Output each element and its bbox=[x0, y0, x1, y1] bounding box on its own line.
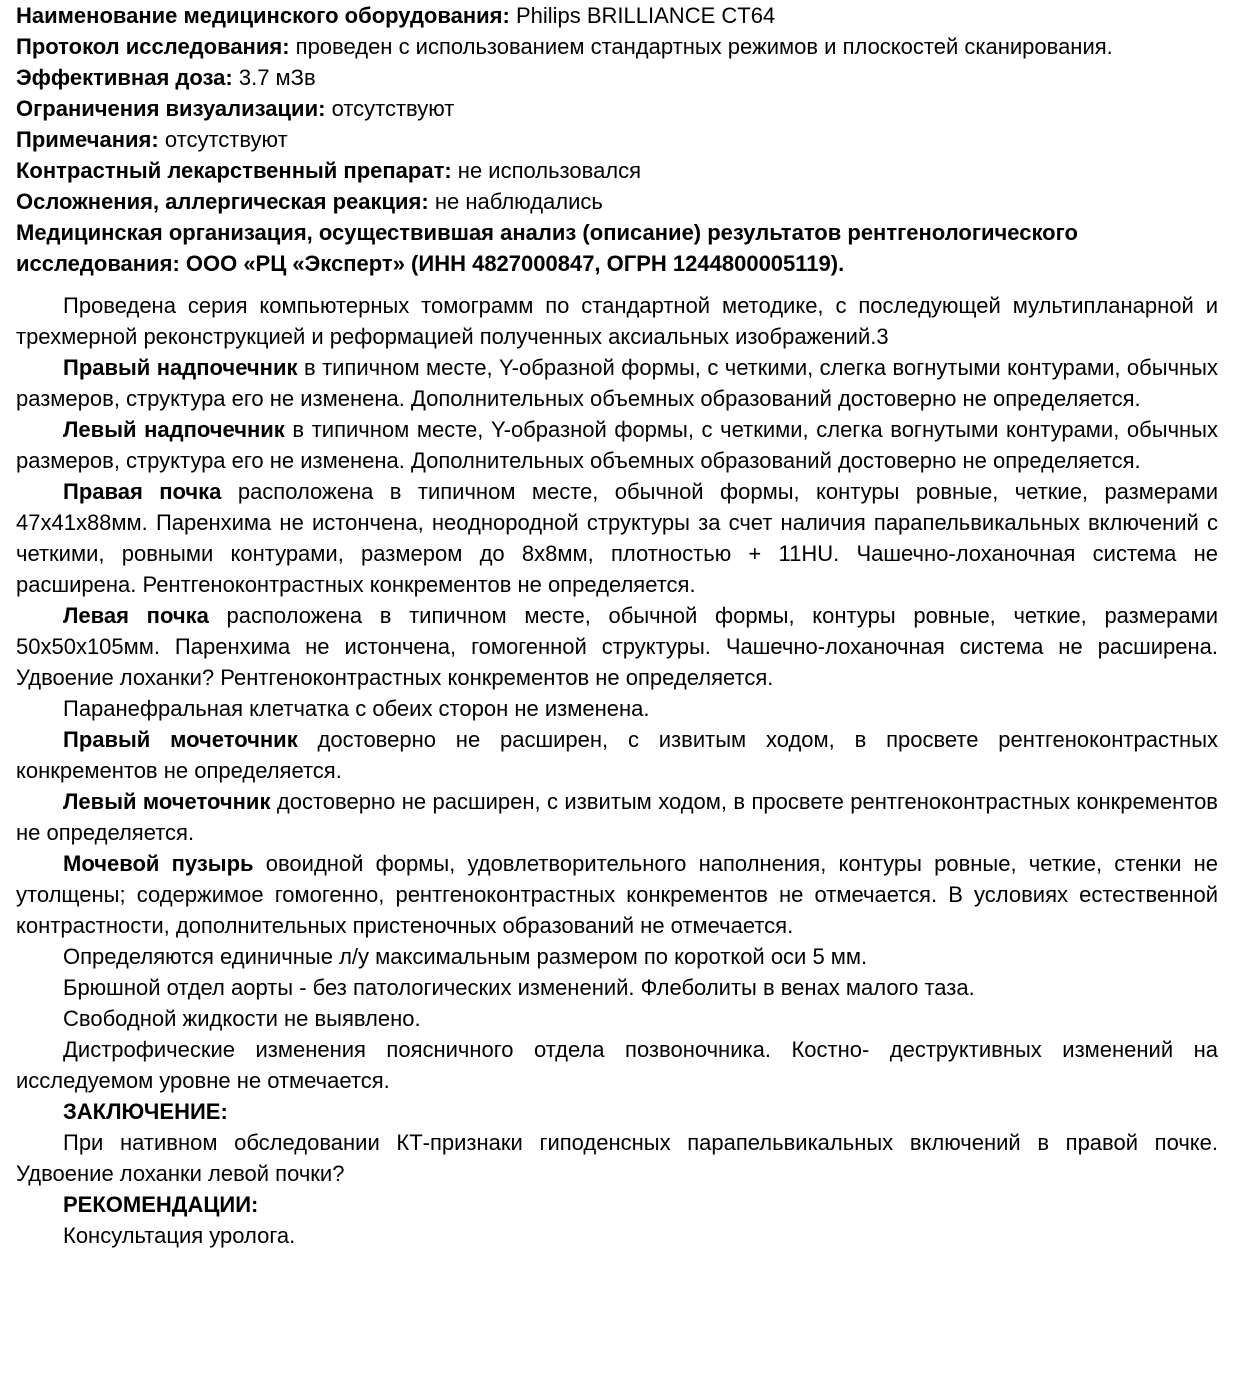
contrast-label: Контрастный лекарственный препарат: bbox=[16, 158, 452, 183]
right-kidney-paragraph bbox=[16, 476, 1218, 600]
left-adrenal-label: Левый надпочечник bbox=[63, 417, 285, 442]
right-kidney-label: Правая почка bbox=[63, 479, 222, 504]
conclusion-paragraph: При нативном обследовании КТ-признаки гиподенсных парапельвикальных включений в правой почке. Удвоение лоханки левой почки? bbox=[16, 1130, 1218, 1186]
lymph-nodes-paragraph: Определяются единичные л/у максимальным размером по короткой оси 5 мм. bbox=[63, 944, 868, 969]
fluid-paragraph: Свободной жидкости не выявлено. bbox=[63, 1006, 421, 1031]
dose-value: 3.7 мЗв bbox=[238, 65, 316, 90]
aorta-paragraph: Брюшной отдел аорты - без патологических изменений. Флеболиты в венах малого таза. bbox=[63, 975, 975, 1000]
recommendations-paragraph: Консультация уролога. bbox=[63, 1223, 296, 1248]
notes-line bbox=[16, 124, 1218, 155]
left-ureter-label: Левый мочеточник bbox=[63, 789, 271, 814]
right-kidney-text: расположена в типичном месте, обычной формы, контуры ровные, четкие, размерами 47х41х88мм. Паренхима не истончена, неоднородной структуры за счет наличия парапельвикальных включений с четкими, ровными контурами, размером до 8х8мм, плотностью + 11HU. Чашечно-лоханочная система не расширена. Рентгеноконтрастных конкрементов не определяется. bbox=[16, 479, 1219, 597]
bladder-text: овоидной формы, удовлетворительного наполнения, контуры ровные, четкие, стенки не утолщены; содержимое гомогенно, рентгеноконтрастных конкрементов не отмечается. В условиях естественной контрастности, дополнительных пристеночных образований не отмечается. bbox=[16, 851, 1218, 938]
left-kidney-label: Левая почка bbox=[63, 603, 209, 628]
left-adrenal-text: в типичном месте, Y-образной формы, с четкими, слегка вогнутыми контурами, обычных размеров, структура его не изменена. Дополнительных объемных образований достоверно не определяется. bbox=[16, 417, 1218, 473]
limitations-value: отсутствуют bbox=[331, 96, 455, 121]
equipment-value: Philips BRILLIANCE CT64 bbox=[515, 3, 776, 28]
recommendations-heading: РЕКОМЕНДАЦИИ: bbox=[63, 1192, 259, 1217]
right-adrenal-text: в типичном месте, Y-образной формы, с четкими, слегка вогнутыми контурами, обычных размеров, структура его не изменена. Дополнительных объемных образований достоверно не определяется. bbox=[16, 355, 1218, 411]
right-adrenal-paragraph bbox=[16, 352, 1218, 414]
equipment-label: Наименование медицинского оборудования: bbox=[16, 3, 510, 28]
left-kidney-paragraph bbox=[16, 600, 1218, 693]
notes-value: отсутствуют bbox=[164, 127, 288, 152]
complications-value: не наблюдались bbox=[434, 189, 603, 214]
contrast-value: не использовался bbox=[457, 158, 642, 183]
intro-paragraph: Проведена серия компьютерных томограмм по стандартной методике, с последующей мультипланарной и трехмерной реконструкцией и реформацией полученных аксиальных изображений.3 bbox=[16, 293, 1218, 349]
contrast-line bbox=[16, 155, 1218, 186]
organization-text: Медицинская организация, осуществившая анализ (описание) результатов рентгенологического исследования: ООО «РЦ «Эксперт» (ИНН 4827000847, ОГРН 1244800005119). bbox=[16, 220, 1078, 276]
left-ureter-text: достоверно не расширен, с извитым ходом, в просвете рентгеноконтрастных конкрементов не определяется. bbox=[16, 789, 1218, 845]
organization-line bbox=[16, 217, 1218, 279]
bladder-label: Мочевой пузырь bbox=[63, 851, 254, 876]
left-ureter-paragraph bbox=[16, 786, 1218, 848]
dose-line bbox=[16, 62, 1218, 93]
right-ureter-paragraph bbox=[16, 724, 1218, 786]
left-kidney-text: расположена в типичном месте, обычной формы, контуры ровные, четкие, размерами 50х50х105мм. Паренхима не истончена, гомогенной структуры. Чашечно-лоханочная система не расширена. Удвоение лоханки? Рентгеноконтрастных конкрементов не определяется. bbox=[16, 603, 1219, 690]
protocol-value: проведен с использованием стандартных режимов и плоскостей сканирования. bbox=[295, 34, 1113, 59]
protocol-line bbox=[16, 31, 1218, 62]
complications-line bbox=[16, 186, 1218, 217]
spine-paragraph: Дистрофические изменения поясничного отдела позвоночника. Костно- деструктивных изменений на исследуемом уровне не отмечается. bbox=[16, 1037, 1218, 1093]
right-ureter-text: достоверно не расширен, с извитым ходом, в просвете рентгеноконтрастных конкрементов не определяется. bbox=[16, 727, 1219, 783]
perirenal-paragraph: Паранефральная клетчатка с обеих сторон не изменена. bbox=[63, 696, 650, 721]
equipment-line bbox=[16, 0, 1218, 31]
left-adrenal-paragraph bbox=[16, 414, 1218, 476]
protocol-label: Протокол исследования: bbox=[16, 34, 290, 59]
limitations-line bbox=[16, 93, 1218, 124]
conclusion-heading: ЗАКЛЮЧЕНИЕ: bbox=[63, 1099, 228, 1124]
dose-label: Эффективная доза: bbox=[16, 65, 233, 90]
complications-label: Осложнения, аллергическая реакция: bbox=[16, 189, 429, 214]
report-header bbox=[16, 0, 1218, 279]
right-ureter-label: Правый мочеточник bbox=[63, 727, 298, 752]
bladder-paragraph bbox=[16, 848, 1218, 941]
limitations-label: Ограничения визуализации: bbox=[16, 96, 326, 121]
notes-label: Примечания: bbox=[16, 127, 159, 152]
right-adrenal-label: Правый надпочечник bbox=[63, 355, 298, 380]
findings bbox=[16, 290, 1218, 1251]
